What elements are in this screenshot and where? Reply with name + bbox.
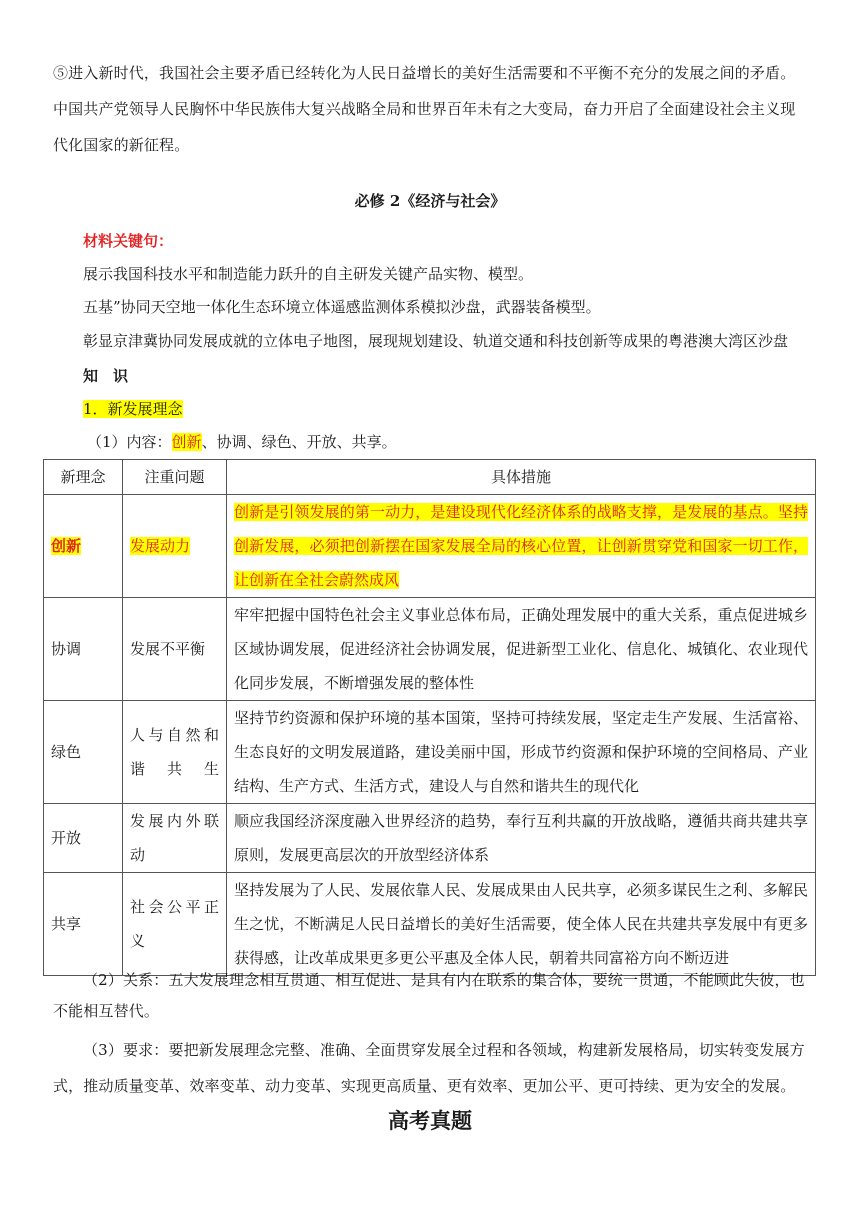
requirement-paragraph: （3）要求：要把新发展理念完整、准确、全面贯穿发展全过程和各领域，构建新发展格局，切实转变发展方式，推动质量变革、效率变革、动力变革、实现更高质量、更有效率、更加公平、更可持续、更为安全的发展。 bbox=[53, 1041, 805, 1095]
material-line-3: 彰显京津冀协同发展成就的立体电子地图，展现规划建设、轨道交通和科技创新等成果的粤港澳大湾区沙盘 bbox=[83, 332, 789, 350]
bottom-title: 高考真题 bbox=[388, 1109, 472, 1133]
section-title: 必修 2《经济与社会》 bbox=[354, 192, 506, 210]
row-measures: 坚持发展为了人民、发展依靠人民、发展成果由人民共享，必须多谋民生之利、多解民生之忧，不断满足人民日益增长的美好生活需要，使全体人民在共建共享发展中有更多获得感，让改革成果更多更公平惠及全体人民，朝着共同富裕方向不断迈进 bbox=[227, 873, 816, 976]
row-concept: 协调 bbox=[44, 598, 123, 701]
content-rest: 、协调、绿色、开放、共享。 bbox=[201, 433, 397, 451]
row-concept: 共享 bbox=[44, 873, 123, 976]
table-header-row bbox=[44, 460, 816, 495]
intro-paragraph: ⑤进入新时代，我国社会主要矛盾已经转化为人民日益增长的美好生活需要和不平衡不充分的发展之间的矛盾。中国共产党领导人民胸怀中华民族伟大复兴战略全局和世界百年未有之大变局，奋力开启了全面建设社会主义现代化国家的新征程。 bbox=[53, 64, 796, 154]
row-measures: 牢牢把握中国特色社会主义事业总体布局，正确处理发展中的重大关系，重点促进城乡区域协调发展，促进经济社会协调发展，促进新型工业化、信息化、城镇化、农业现代化同步发展，不断增强发展的整体性 bbox=[227, 598, 816, 701]
point-heading-text: 1．新发展理念 bbox=[83, 400, 183, 418]
row-measures: 顺应我国经济深度融入世界经济的趋势，奉行互利共赢的开放战略，遵循共商共建共享原则，发展更高层次的开放型经济体系 bbox=[227, 804, 816, 873]
material-heading: 材料关键句： bbox=[83, 232, 174, 250]
point-heading bbox=[83, 398, 183, 419]
table-row bbox=[44, 873, 816, 976]
row-issue: 人与自然和谐共生 bbox=[123, 701, 227, 804]
row-concept-text: 创新 bbox=[51, 537, 82, 555]
row-concept: 开放 bbox=[44, 804, 123, 873]
table-row bbox=[44, 804, 816, 873]
header-issue: 注重问题 bbox=[123, 460, 227, 495]
concepts-table bbox=[43, 459, 816, 976]
row-concept bbox=[44, 495, 123, 598]
row-measures-text: 创新是引领发展的第一动力，是建设现代化经济体系的战略支撑，是发展的基点。坚持创新发展，必须把创新摆在国家发展全局的核心位置，让创新贯穿党和国家一切工作，让创新在全社会蔚然成风 bbox=[234, 503, 808, 589]
content-prefix: （1）内容： bbox=[87, 433, 172, 451]
table-row bbox=[44, 598, 816, 701]
row-measures: 坚持节约资源和保护环境的基本国策，坚持可持续发展，坚定走生产发展、生活富裕、生态良好的文明发展道路，建设美丽中国，形成节约资源和保护环境的空间格局、产业结构、生产方式、生活方式，建设人与自然和谐共生的现代化 bbox=[227, 701, 816, 804]
row-concept: 绿色 bbox=[44, 701, 123, 804]
row-issue: 发展不平衡 bbox=[123, 598, 227, 701]
table-row bbox=[44, 495, 816, 598]
content-highlight: 创新 bbox=[171, 433, 202, 451]
row-issue: 发展内外联动 bbox=[123, 804, 227, 873]
row-issue: 社会公平正义 bbox=[123, 873, 227, 976]
row-measures bbox=[227, 495, 816, 598]
header-measures: 具体措施 bbox=[227, 460, 816, 495]
row-issue bbox=[123, 495, 227, 598]
table-row bbox=[44, 701, 816, 804]
knowledge-heading: 知 识 bbox=[83, 367, 129, 385]
material-line-1: 展示我国科技水平和制造能力跃升的自主研发关键产品实物、模型。 bbox=[83, 265, 534, 283]
content-line bbox=[87, 431, 397, 452]
relation-paragraph: （2）关系：五大发展理念相互贯通、相互促进、是具有内在联系的集合体，要统一贯通，不能顾此失彼，也不能相互替代。 bbox=[53, 971, 805, 1020]
material-line-2: 五基”协同天空地一体化生态环境立体遥感监测体系模拟沙盘，武器装备模型。 bbox=[83, 298, 601, 316]
row-issue-text: 发展动力 bbox=[130, 537, 191, 555]
header-concept: 新理念 bbox=[44, 460, 123, 495]
